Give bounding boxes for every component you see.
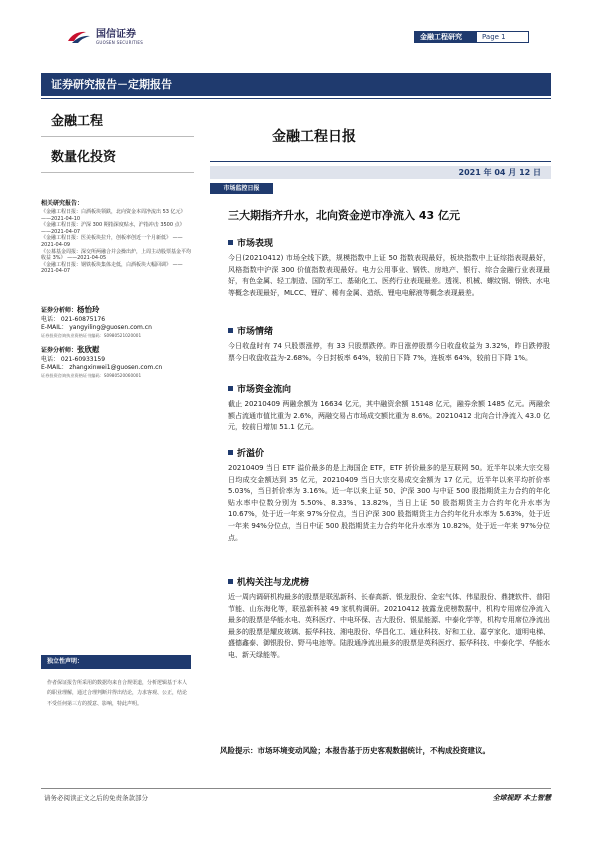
related-report-item[interactable]: 《公募基金周报：深交所两融合并会操出炉，上周主动股票基金平均收益 3%》 ——2021-04-05: [41, 248, 192, 262]
doc-type-label: 金融工程研究: [414, 31, 476, 43]
analyst-role: 证券分析师：: [41, 347, 78, 354]
report-title: 金融工程日报: [272, 129, 356, 145]
logo-en-text: GUOSEN SECURITIES: [96, 40, 144, 45]
section-title: 市场表现: [237, 239, 274, 249]
risk-warning: 风险提示：市场环境变动风险；本报告基于历史客观数据统计，不构成投资建议。: [220, 746, 490, 755]
report-tag: 市场监控日报: [210, 183, 273, 194]
section-capital-flow: [228, 382, 550, 434]
section-title: 市场情绪: [237, 327, 274, 337]
category-quant-investment: 数量化投资: [41, 143, 194, 173]
related-report-item[interactable]: 《金融工程日报：钢铁板块集体走低，白酒板块大幅回调》 ——2021-04-07: [41, 261, 183, 275]
section-title: 折溢价: [237, 449, 265, 459]
headline: 三大期指齐升水，北向资金逆市净流入 43 亿元: [228, 209, 460, 222]
analyst-phone: 电话： 021-60875176: [41, 315, 106, 323]
analyst-name: 杨怡玲: [77, 305, 100, 314]
related-report-item[interactable]: 《金融工程日报：沪深 300 期指深度贴水，沪指冲击 3500 点》 ——2021-04-07: [41, 222, 185, 235]
section-body: 今日(20210412) 市场全线下跌，规模指数中上证 50 指数表现最好，板块指数中上证综指表现最好，风格指数中沪深 300 价值指数表现最好。电力公用事业、钢铁、房地产、银行、综合金融行业表现最好，有色金属、轻工制造、国防军工、基础化工、医药行业表现最差。透视、机械、螺纹钢、钢铁、水电等概念表现最好，MLCC、锂矿、稀有金属、造纸、锂电电解液等概念表现最差。: [228, 254, 550, 297]
section-title: 机构关注与龙虎榜: [237, 578, 310, 588]
analyst-block-1: [41, 306, 191, 339]
section-title: 市场资金流向: [237, 385, 292, 395]
section-body: 20210409 当日 ETF 溢价最多的是上海国企 ETF，ETF 折价最多的是互联网 50。近半年以来大宗交易日均成交金额达到 35 亿元，20210409 当日大宗交易成交金额为 17 亿元，近半年以来平均折价率 5.03%，当日折价率为 3.16%。近一年以来上证 50、沪深 300 与中证 500 股指期货主力合约的年化贴水率中位数分别为 5.50%、8.33%、13.82%，当日上证 50 股指期货主力合约年化升水率为 10.67%，处于近一年来 97%分位点，当日沪深 300 股指期货主力合约年化升水率为 5.63%，处于近一年来 94%分位点，当日中证 500 股指期货主力合约年化升水率为 10.82%，处于近一年来 97%分位点。: [228, 464, 550, 542]
analyst-name: 张欣慰: [77, 345, 100, 354]
related-reports: [41, 198, 191, 275]
page-number: Page 1: [476, 31, 529, 43]
company-logo: [66, 26, 162, 48]
section-market-sentiment: [228, 324, 550, 364]
square-bullet-icon: [228, 386, 233, 391]
analyst-email[interactable]: E-MAIL： yangyiling@guosen.com.cn: [41, 324, 152, 332]
report-date: 2021 年 04 月 12 日: [458, 168, 541, 177]
analyst-block-2: [41, 346, 191, 379]
section-body: 近一周内调研机构最多的股票是联泓新科、长春高新、银龙股份、金宏气体、伟星股份、鼎捷软件、普阳节能、山东海化等，联泓新科被 49 家机构调研。20210412 披露龙虎榜数据中，机构专用席位净流入最多的股票是华能水电、英科医疗、中电环保、吉大股份、银星能源、中泰化学等，机构专用席位净流出最多的股票是耀皮玻璃、振华科技、湘电股份、华昌化工、通业科技、好和工业、嘉亨家化、道明电梯、盛德鑫泰、御银股份、野马电池等。陆股通净流出最多的股票是英科医疗、振华科技、中泰化学、华能水电、新天绿能等。: [228, 593, 550, 659]
independence-statement-title: 独立性声明：: [41, 655, 191, 669]
analyst-email[interactable]: E-MAIL： zhangxinwei1@guosen.com.cn: [41, 364, 163, 372]
category-financial-engineering: 金融工程: [41, 107, 194, 137]
independence-statement-text: 作者保证报告所采用的数据均来自合规渠道，分析逻辑基于本人的职业理解，通过合理判断并得出结论，力求客观、公正，结论不受任何第三方的授意、影响，特此声明。: [47, 680, 188, 707]
analyst-role: 证券分析师：: [41, 307, 78, 314]
footer-slogan: 全球视野 本土智慧: [492, 794, 551, 802]
section-market-performance: [228, 236, 550, 299]
related-report-item[interactable]: 《金融工程日报：医美板块拉升，创板率创近一个月新低》 ——2021-04-09: [41, 235, 183, 248]
title-divider: [210, 161, 551, 162]
section-body: 截止 20210409 两融余额为 16634 亿元，其中融资余额 15148 亿元，融券余额 1485 亿元。两融余额占流通市值比重为 2.6%，两融交易占市场成交额比重为 8.6%。20210412 北向合计净流入 43.0 亿元，较前日增加 51.1 亿元。: [228, 400, 550, 432]
related-reports-title: 相关研究报告：: [41, 200, 84, 207]
date-bar: [210, 166, 551, 179]
header-doc-box: [414, 31, 529, 43]
square-bullet-icon: [228, 450, 233, 455]
section-premium-discount: [228, 446, 550, 544]
logo-mark-icon: [66, 29, 92, 45]
report-type-banner: 证券研究报告－定期报告: [41, 73, 551, 96]
section-body: 今日收盘时有 74 只股票涨停，有 33 只股票跌停。昨日涨停股票今日收盘收益为 3.32%，昨日跌停股票今日收盘收益为-2.68%。今日封板率 64%，较前日下降 7%，连板率 64%，较前日下降 1%。: [228, 342, 550, 362]
section-institution-focus: [228, 575, 550, 662]
analyst-phone: 电话： 021-60933159: [41, 355, 106, 363]
banner-divider: [41, 98, 551, 99]
square-bullet-icon: [228, 240, 233, 245]
analyst-license: 证券投资咨询执业资格证书编码：S0980520060001: [41, 372, 142, 378]
footer-disclaimer-note: 请务必阅读正文之后的免责条款部分: [44, 794, 148, 802]
footer-divider: [41, 788, 551, 789]
square-bullet-icon: [228, 328, 233, 333]
square-bullet-icon: [228, 579, 233, 584]
analyst-license: 证券投资咨询执业资格证书编码：S0980521020001: [41, 332, 142, 338]
related-report-item[interactable]: 《金融工程日报：白酒板块领跌，北向资金本周净流出 53 亿元》 ——2021-04-10: [41, 209, 186, 222]
logo-cn-text: 国信证券: [96, 29, 136, 40]
